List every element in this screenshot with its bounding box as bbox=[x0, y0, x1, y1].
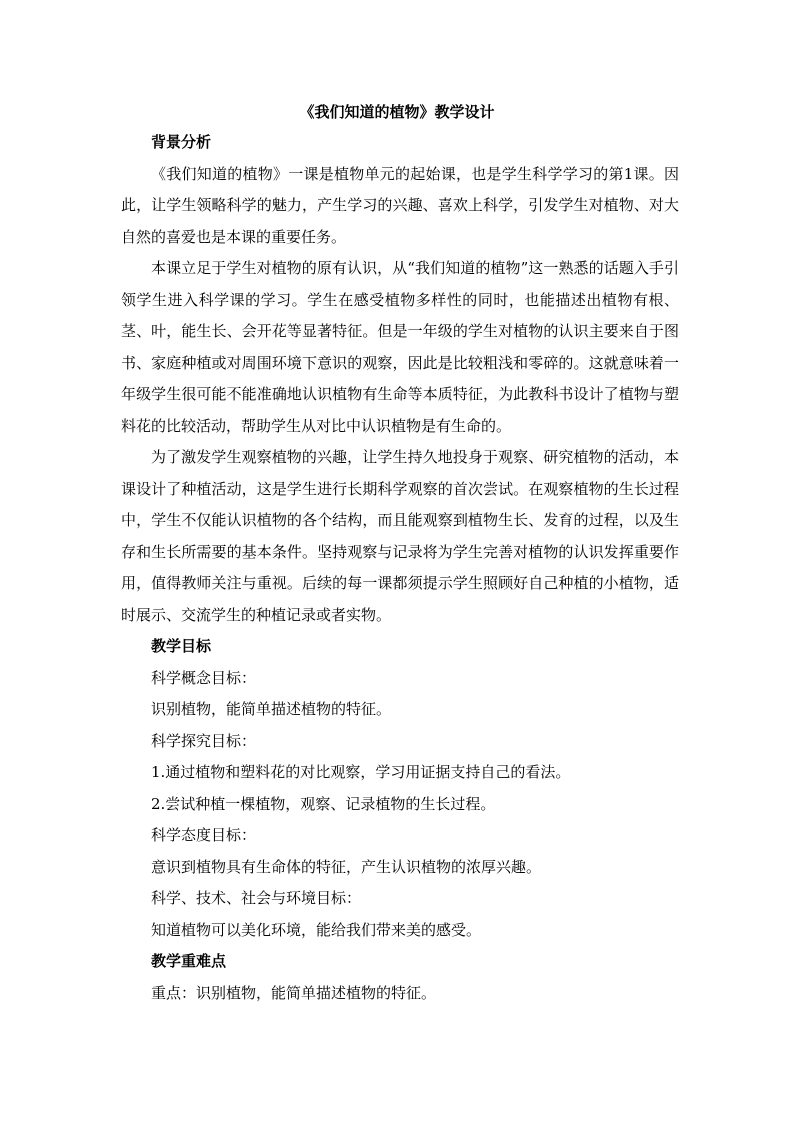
section-heading-keypoints: 教学重难点 bbox=[151, 952, 227, 970]
attitude-goal-text: 意识到植物具有生命体的特征，产生认识植物的浓厚兴趣。 bbox=[151, 857, 542, 876]
document-body bbox=[121, 127, 679, 1009]
sts-goal-text: 知道植物可以美化环境，能给我们带来美的感受。 bbox=[151, 920, 482, 939]
inquiry-goal-label: 科学探究目标： bbox=[151, 731, 257, 750]
inquiry-goal-item-2: 2.尝试种植一棵植物，观察、记录植物的生长过程。 bbox=[151, 794, 496, 813]
attitude-goal-label: 科学态度目标： bbox=[151, 826, 257, 844]
section-heading-background: 背景分析 bbox=[151, 133, 212, 151]
concept-goal-label: 科学概念目标： bbox=[151, 668, 257, 687]
background-paragraph-2: 本课立足于学生对植物的原有认识，从“我们知道的植物”这一熟悉的话题入手引领学生进入科学课的学习。学生在感受植物多样性的同时，也能描述出植物有根、茎、叶，能生长、会开花等显著特征。但是一年级的学生对植物的认识主要来自于图书、家庭种植或对周围环境下意识的观察，因此是比较粗浅和零碎的。这就意味着一年级学生很可能不能准确地认识植物有生命等本质特征，为此教科书设计了植物与塑料花的比较活动，帮助学生从对比中认识植物是有生命的。 bbox=[121, 259, 679, 435]
concept-goal-text: 识别植物，能简单描述植物的特征。 bbox=[151, 700, 392, 718]
keypoint-text: 重点：识别植物，能简单描述植物的特征。 bbox=[151, 983, 437, 1002]
section-heading-goals: 教学目标 bbox=[151, 637, 212, 655]
document-title: 《我们知道的植物》教学设计 bbox=[299, 103, 495, 121]
background-paragraph-3: 为了激发学生观察植物的兴趣，让学生持久地投身于观察、研究植物的活动，本课设计了种植活动，这是学生进行长期科学观察的首次尝试。在观察植物的生长过程中，学生不仅能认识植物的各个结构，而且能观察到植物生长、发育的过程，以及生存和生长所需要的基本条件。坚持观察与记录将为学生完善对植物的认识发挥重要作用，值得教师关注与重视。后续的每一课都须提示学生照顾好自己种植的小植物，适时展示、交流学生的种植记录或者实物。 bbox=[121, 448, 679, 624]
background-paragraph-1: 《我们知道的植物》一课是植物单元的起始课，也是学生科学学习的第1课。因此，让学生领略科学的魅力，产生学习的兴趣、喜欢上科学，引发学生对植物、对大自然的喜爱也是本课的重要任务。 bbox=[121, 164, 679, 246]
sts-goal-label: 科学、技术、社会与环境目标： bbox=[151, 889, 362, 907]
inquiry-goal-item-1: 1.通过植物和塑料花的对比观察，学习用证据支持自己的看法。 bbox=[151, 763, 571, 781]
